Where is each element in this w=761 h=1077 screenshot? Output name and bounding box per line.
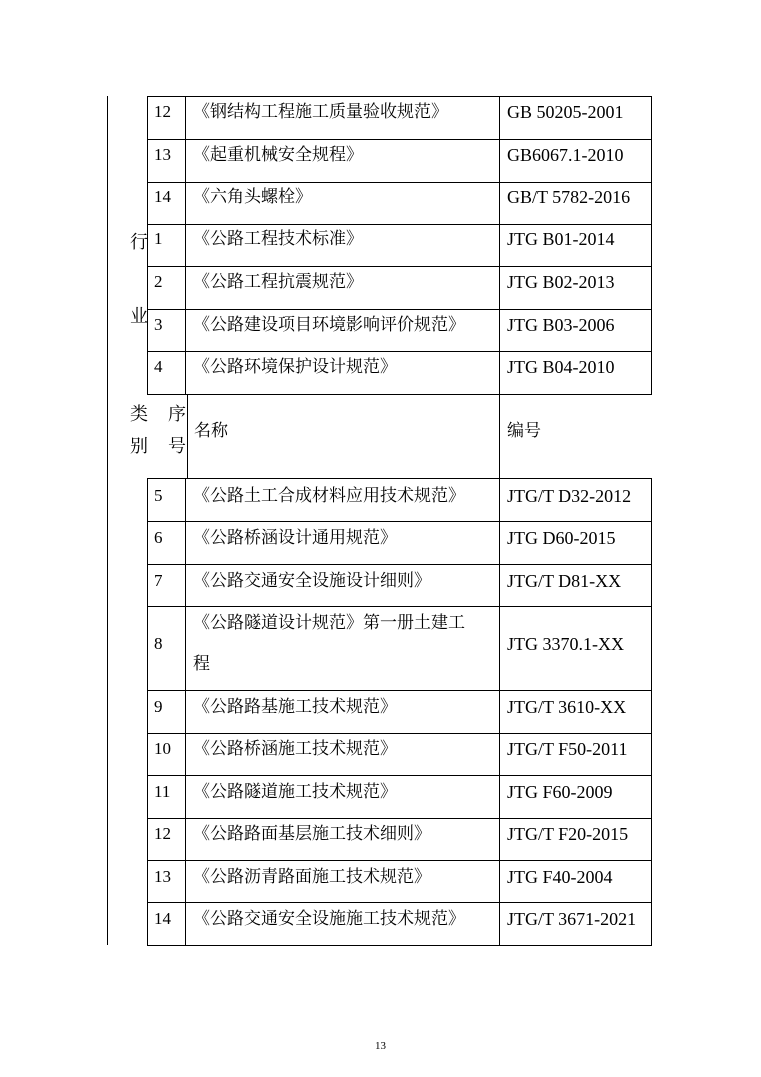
standard-code: GB/T 5782-2016: [507, 187, 631, 207]
row-number: 13: [154, 867, 171, 886]
seq-left-border-bottom: [147, 478, 148, 945]
row-number: 7: [154, 571, 163, 590]
header-seq-a: 序: [168, 404, 186, 425]
row-line: [147, 690, 652, 691]
standard-code: JTG 3370.1-XX: [507, 634, 624, 654]
row-number: 9: [154, 697, 163, 716]
row-line: [147, 394, 652, 395]
page-number: 13: [375, 1040, 386, 1052]
row-number: 12: [154, 824, 171, 843]
standard-name: 《起重机械安全规程》: [193, 145, 363, 165]
standard-code: JTG B04-2010: [507, 357, 615, 377]
row-number: 6: [154, 528, 163, 547]
standard-code: JTG/T F50-2011: [507, 739, 628, 759]
header-category-b: 别: [130, 436, 148, 457]
row-line: [147, 224, 652, 225]
standard-name: 《六角头螺栓》: [193, 187, 312, 207]
row-line: [147, 775, 652, 776]
row-number: 3: [154, 315, 163, 334]
row-line: [147, 902, 652, 903]
standard-code: GB6067.1-2010: [507, 145, 624, 165]
standard-code: JTG/T D81-XX: [507, 571, 622, 591]
standard-code: JTG/T D32-2012: [507, 486, 632, 506]
row-number: 1: [154, 229, 163, 248]
header-seq-b: 号: [168, 436, 186, 457]
row-line: [147, 733, 652, 734]
category-label-industry-1: 行: [130, 232, 148, 253]
standard-code: JTG F60-2009: [507, 782, 613, 802]
row-number: 14: [154, 909, 171, 928]
row-number: 10: [154, 739, 171, 758]
row-line: [147, 182, 652, 183]
standard-name: 《公路交通安全设施设计细则》: [193, 571, 431, 591]
standard-code: JTG/T 3610-XX: [507, 697, 627, 717]
standard-name: 《公路环境保护设计规范》: [193, 357, 397, 377]
standard-code: JTG/T 3671-2021: [507, 909, 637, 929]
row-line: [147, 860, 652, 861]
row-number: 12: [154, 102, 171, 121]
standard-name-line1: 《公路隧道设计规范》第一册土建工: [193, 613, 465, 633]
category-label-industry-2: 业: [130, 306, 148, 327]
row-line: [147, 606, 652, 607]
standard-name: 《公路桥涵设计通用规范》: [193, 528, 397, 548]
name-left-border-header: [187, 394, 188, 478]
standard-name: 《公路建设项目环境影响评价规范》: [193, 315, 465, 335]
header-code: 编号: [507, 421, 541, 441]
row-number: 11: [154, 782, 171, 801]
row-line: [147, 564, 652, 565]
standard-name-line2: 程: [193, 654, 210, 674]
standard-code: JTG B02-2013: [507, 272, 615, 292]
row-line: [147, 945, 652, 946]
header-category-a: 类: [130, 404, 148, 425]
name-left-border-top: [185, 96, 186, 394]
row-line: [147, 478, 652, 479]
row-number: 5: [154, 486, 163, 505]
standard-name: 《公路路基施工技术规范》: [193, 697, 397, 717]
standard-name: 《公路交通安全设施施工技术规范》: [193, 909, 465, 929]
right-border-bottom: [651, 478, 652, 945]
row-line: [147, 266, 652, 267]
standard-code: JTG B03-2006: [507, 315, 615, 335]
standard-name: 《公路工程抗震规范》: [193, 272, 363, 292]
row-number: 8: [154, 634, 163, 653]
row-number: 13: [154, 145, 171, 164]
standard-code: JTG B01-2014: [507, 229, 615, 249]
standard-name: 《公路土工合成材料应用技术规范》: [193, 486, 465, 506]
row-line: [147, 818, 652, 819]
name-left-border-bottom: [185, 478, 186, 945]
right-border-top: [651, 96, 652, 394]
standard-name: 《公路桥涵施工技术规范》: [193, 739, 397, 759]
row-number: 14: [154, 187, 171, 206]
standard-name: 《钢结构工程施工质量验收规范》: [193, 102, 448, 122]
header-name: 名称: [194, 421, 228, 441]
row-number: 4: [154, 357, 163, 376]
row-line: [147, 96, 652, 97]
row-line: [147, 139, 652, 140]
category-left-border: [107, 96, 108, 945]
standard-name: 《公路隧道施工技术规范》: [193, 782, 397, 802]
row-line: [147, 521, 652, 522]
standard-name: 《公路沥青路面施工技术规范》: [193, 867, 431, 887]
row-line: [147, 309, 652, 310]
row-line: [147, 351, 652, 352]
standard-name: 《公路路面基层施工技术细则》: [193, 824, 431, 844]
standard-code: JTG/T F20-2015: [507, 824, 629, 844]
standard-code: GB 50205-2001: [507, 102, 624, 122]
standard-code: JTG D60-2015: [507, 528, 616, 548]
standard-name: 《公路工程技术标准》: [193, 229, 363, 249]
standard-code: JTG F40-2004: [507, 867, 613, 887]
row-number: 2: [154, 272, 163, 291]
